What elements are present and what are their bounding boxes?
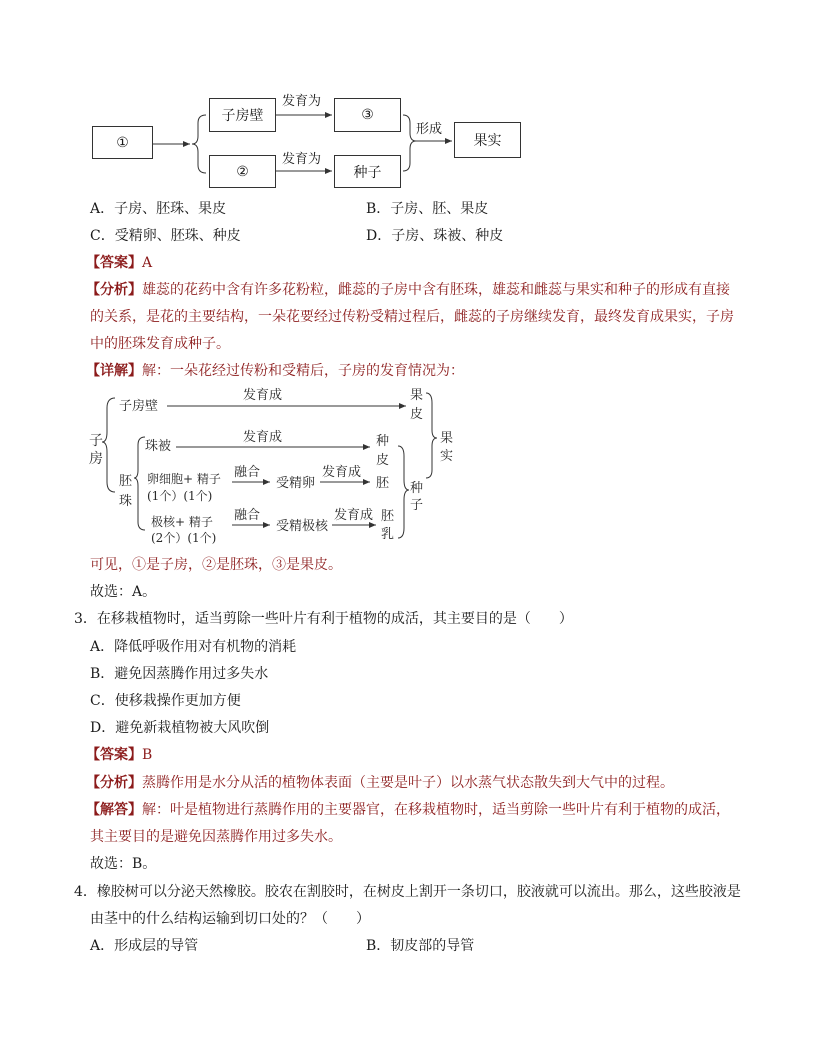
q4-stem-line-1: 4．橡胶树可以分泌天然橡胶。胶农在割胶时，在树皮上割开一条切口，胶液就可以流出。那么，这些胶液是: [74, 884, 741, 900]
q2-detail-text: 解：一朵花经过传粉和受精后，子房的发育情况为：: [142, 363, 464, 379]
arrow-form-label: 形成: [416, 122, 443, 137]
q4-stem-line-2: 由茎中的什么结构运输到切口处的？（ ）: [90, 911, 370, 927]
box-fruit: 果实: [454, 122, 521, 158]
label-develop-1: 发育成: [243, 388, 283, 403]
label-egg-counts: (1个）(1个): [147, 489, 213, 503]
box-ovary-wall: 子房壁: [209, 98, 276, 132]
arrow-bottom-label: 发育为: [282, 152, 322, 167]
label-fruit: 果实: [440, 431, 454, 464]
q2-option-c: C．受精卵、胚珠、种皮: [90, 228, 241, 244]
label-fruit-peel: 果皮: [410, 388, 424, 422]
q3-answer-value: B: [142, 747, 153, 763]
box-1: ①: [92, 126, 153, 159]
q4-option-a: A．形成层的导管: [90, 938, 199, 954]
q2-analysis-line-3: 中的胚珠发育成种子。: [90, 336, 230, 352]
label-seed: 种子: [410, 481, 424, 513]
box-seed: 种子: [334, 155, 401, 188]
label-polar-counts: (2个）(1个): [151, 531, 217, 545]
label-fertilized-polar: 受精极核: [276, 519, 329, 534]
label-ovary: 子房: [89, 433, 103, 467]
q2-option-a: A．子房、胚珠、果皮: [90, 201, 227, 217]
label-embryo: 胚: [376, 476, 390, 491]
q3-option-a: A．降低呼吸作用对有机物的消耗: [90, 639, 297, 655]
q3-answer-tag: 【答案】: [86, 747, 142, 763]
q3-analysis: [86, 773, 674, 793]
label-fuse-2: 融合: [234, 508, 261, 523]
q2-answer-value: A: [142, 255, 153, 271]
q3-detail-text-1: 解：叶是植物进行蒸腾作用的主要器官，在移栽植物时，适当剪除一些叶片有利于植物的成活，: [142, 802, 730, 818]
q2-analysis-tag: 【分析】: [86, 282, 142, 298]
label-zygote: 受精卵: [276, 476, 316, 491]
q2-option-b: B．子房、胚、果皮: [366, 201, 489, 217]
label-develop-4: 发育成: [334, 508, 374, 523]
q3-detail-line-2: 其主要目的是避免因蒸腾作用过多失水。: [90, 829, 342, 845]
label-fuse-1: 融合: [234, 465, 261, 480]
q2-choose: 故选：A。: [90, 584, 157, 600]
label-egg-sperm: 卵细胞+ 精子: [147, 472, 221, 486]
q2-analysis-text-1: 雄蕊的花药中含有许多花粉粒，雌蕊的子房中含有胚珠，雄蕊和雌蕊与果实和种子的形成有直接: [142, 282, 730, 298]
q2-answer-tag: 【答案】: [86, 255, 142, 271]
q3-answer: [86, 745, 152, 765]
q3-option-d: D．避免新栽植物被大风吹倒: [90, 720, 270, 736]
q2-analysis-line-2: 的关系，是花的主要结构，一朵花要经过传粉受精过程后，雌蕊的子房继续发育，最终发育成果实，子房: [90, 309, 734, 325]
q2-option-d: D．子房、珠被、种皮: [366, 228, 504, 244]
label-ovule: 胚珠: [119, 474, 133, 509]
label-develop-2: 发育成: [243, 430, 283, 445]
q3-option-c: C．使移栽操作更加方便: [90, 693, 241, 709]
q3-detail-line-1: [86, 800, 730, 820]
q3-option-b: B．避免因蒸腾作用过多失水: [90, 666, 269, 682]
label-develop-3: 发育成: [322, 465, 362, 480]
label-polar-sperm: 极核+ 精子: [151, 515, 213, 529]
label-ovary-wall: 子房壁: [119, 399, 159, 414]
q3-analysis-tag: 【分析】: [86, 775, 142, 791]
label-integument: 珠被: [145, 439, 172, 454]
label-seed-coat: 种皮: [376, 434, 390, 468]
q3-detail-tag: 【解答】: [86, 802, 142, 818]
label-endosperm: 胚乳: [381, 509, 395, 542]
q3-analysis-text: 蒸腾作用是水分从活的植物体表面（主要是叶子）以水蒸气状态散失到大气中的过程。: [142, 775, 674, 791]
q2-detail-tag: 【详解】: [86, 363, 142, 379]
box-3: ③: [334, 98, 401, 132]
q3-stem: 3．在移栽植物时，适当剪除一些叶片有利于植物的成活，其主要目的是（ ）: [74, 611, 573, 627]
q4-option-b: B．韧皮部的导管: [366, 938, 475, 954]
box-2: ②: [209, 155, 276, 188]
q3-choose: 故选：B。: [90, 856, 157, 872]
arrow-top-label: 发育为: [282, 94, 322, 109]
q2-conclusion: 可见，①是子房，②是胚珠，③是果皮。: [90, 557, 342, 573]
